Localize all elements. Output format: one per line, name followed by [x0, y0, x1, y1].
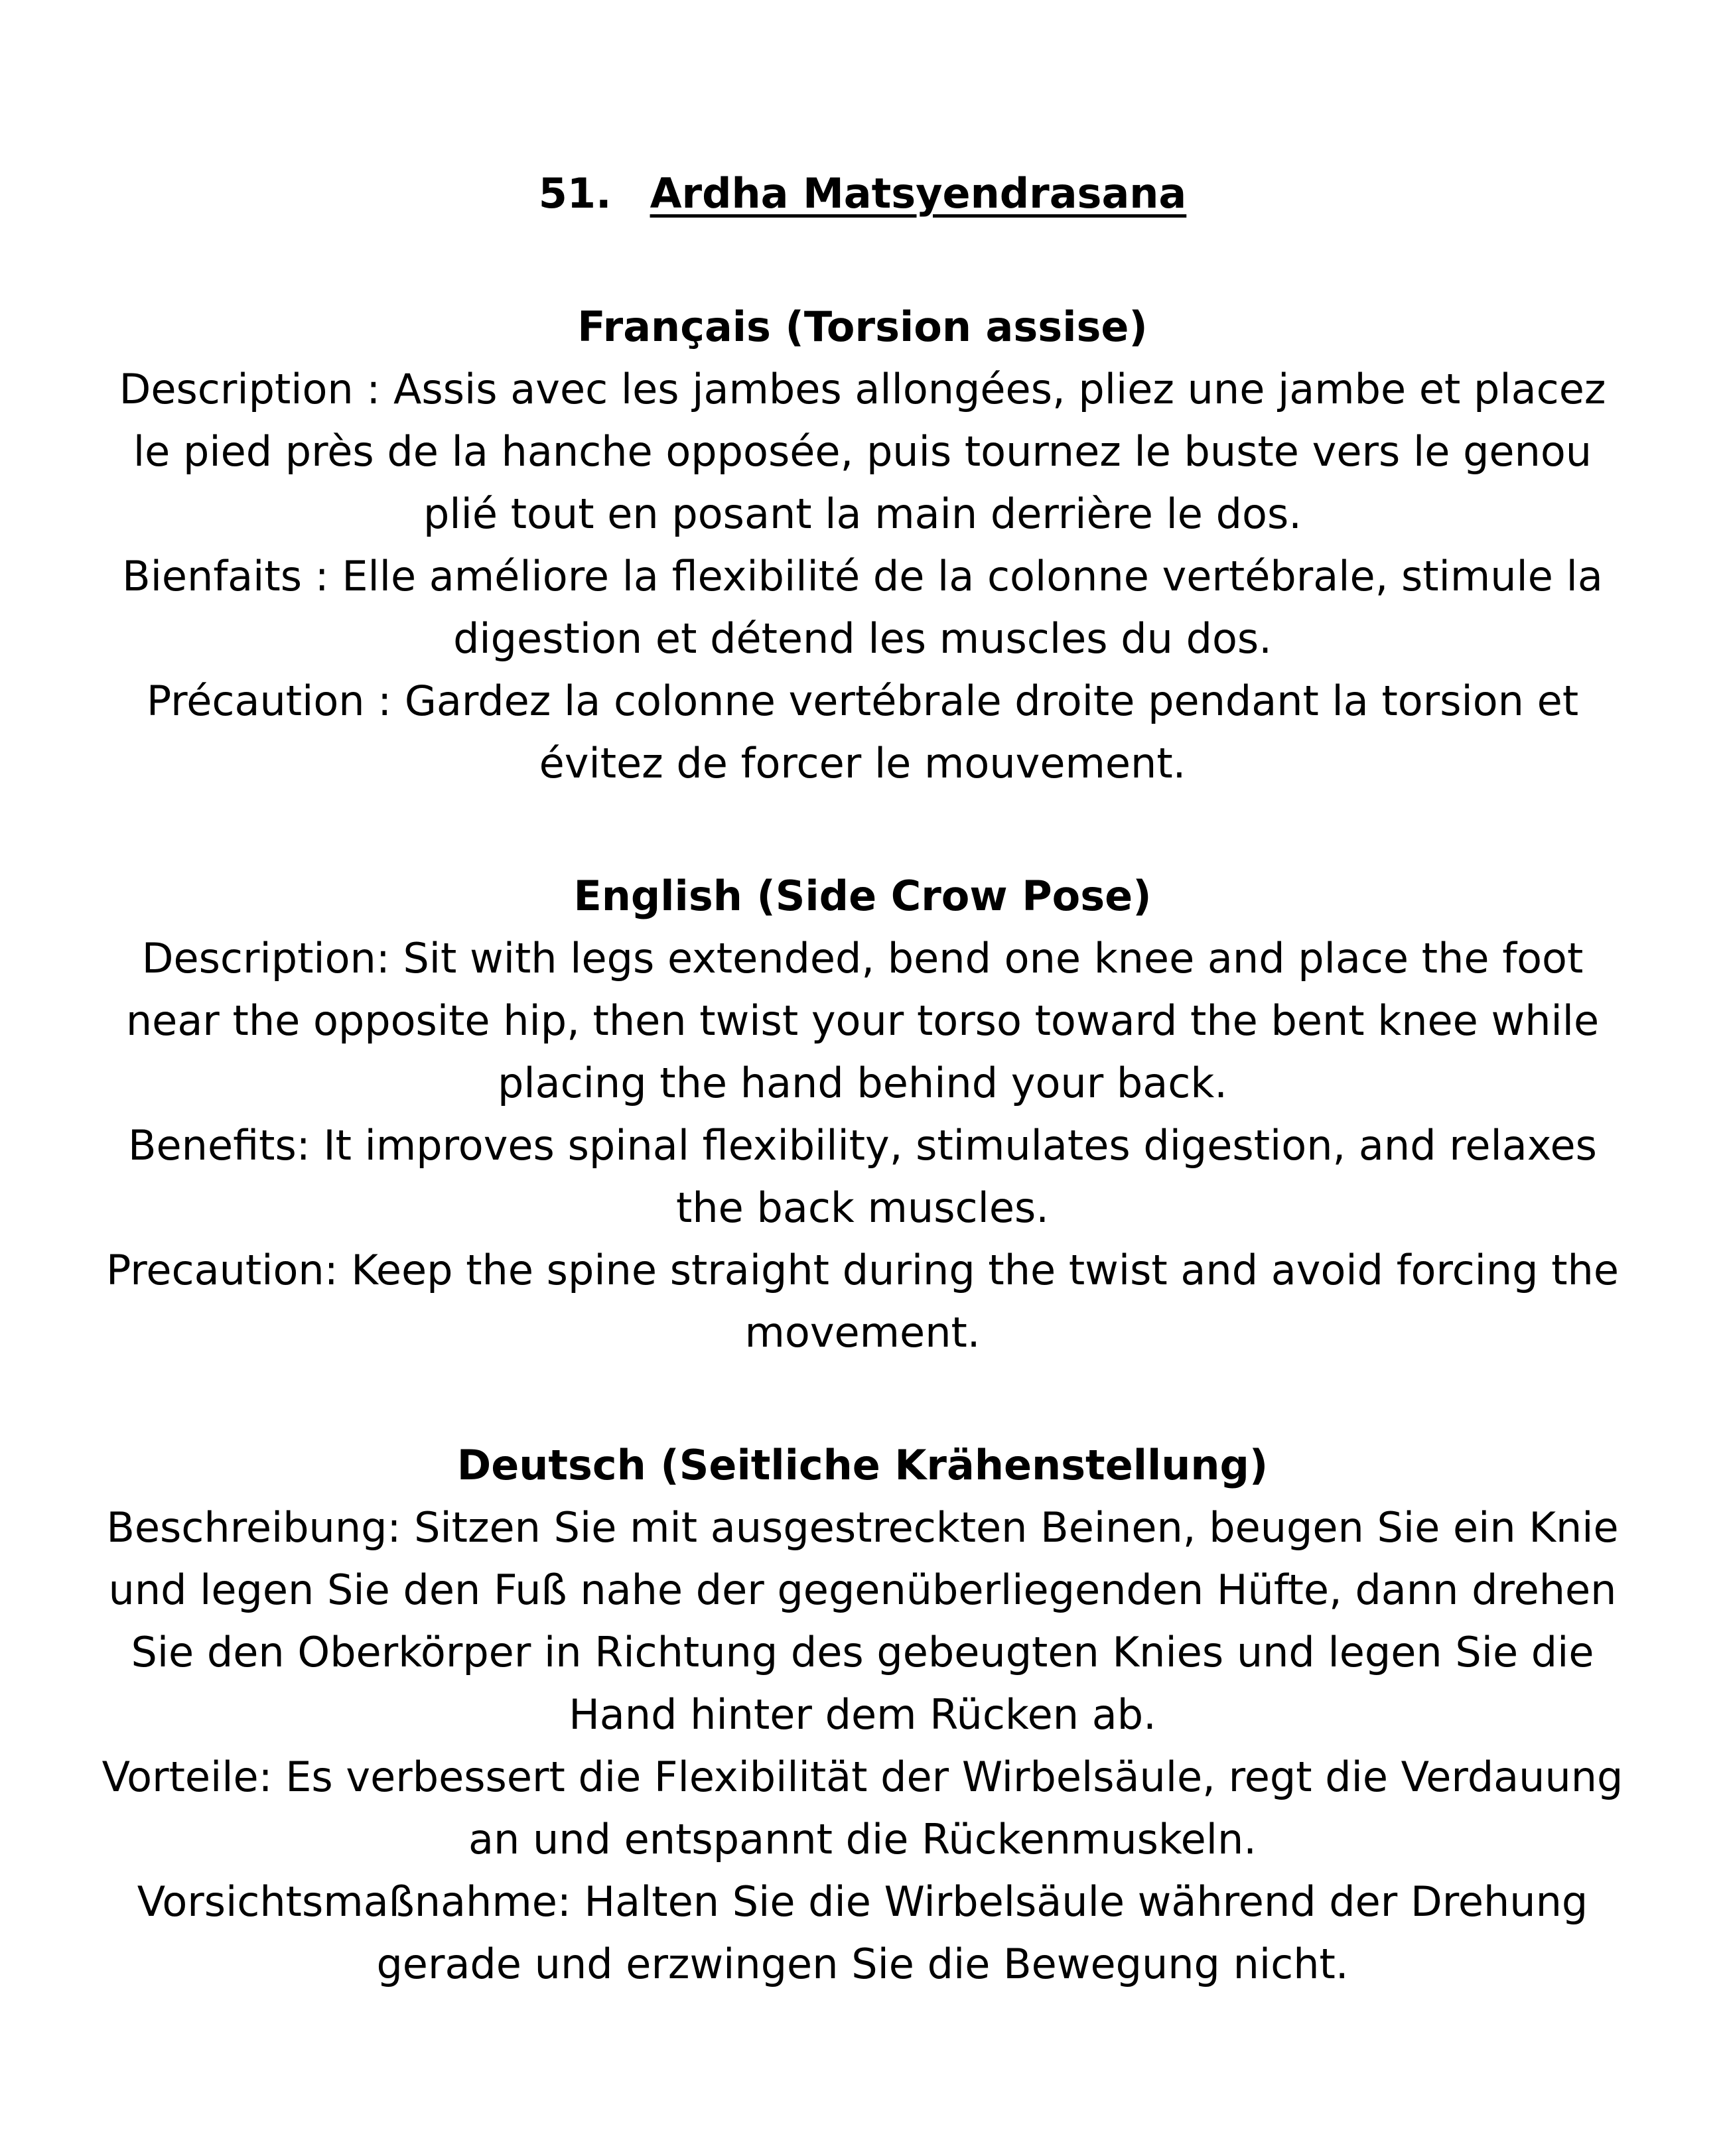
- section-english: [100, 865, 1625, 1364]
- section-heading-french: Français (Torsion assise): [577, 303, 1148, 351]
- description-french: Description : Assis avec les jambes allongées, pliez une jambe et placez le pied près de la hanche opposée, puis tournez le buste vers le genou plié tout en posant la main derrière le dos.: [119, 365, 1606, 538]
- precaution-french: Précaution : Gardez la colonne vertébrale droite pendant la torsion et évitez de forcer le mouvement.: [146, 677, 1579, 787]
- section-body-english: [100, 927, 1625, 1364]
- section-body-german: [100, 1497, 1625, 1995]
- section-french: [100, 296, 1625, 795]
- benefits-english: Benefits: It improves spinal flexibility, stimulates digestion, and relaxes the back muscles.: [128, 1121, 1597, 1232]
- section-heading-german: Deutsch (Seitliche Krähenstellung): [456, 1441, 1269, 1489]
- pose-name: Ardha Matsyendrasana: [650, 169, 1187, 218]
- pose-number: 51.: [538, 169, 612, 218]
- description-german: Beschreibung: Sitzen Sie mit ausgestreckten Beinen, beugen Sie ein Knie und legen Sie den Fuß nahe der gegenüberliegenden Hüfte, dann drehen Sie den Oberkörper in Richtung des gebeugten Knies und legen Sie die Hand hinter dem Rücken ab.: [106, 1503, 1619, 1739]
- description-english: Description: Sit with legs extended, bend one knee and place the foot near the opposite hip, then twist your torso toward the bent knee while placing the hand behind your back.: [125, 934, 1600, 1107]
- benefits-german: Vorteile: Es verbessert die Flexibilität der Wirbelsäule, regt die Verdauung an und entspannt die Rückenmuskeln.: [102, 1753, 1623, 1863]
- benefits-french: Bienfaits : Elle améliore la flexibilité de la colonne vertébrale, stimule la digestion et détend les muscles du dos.: [122, 552, 1603, 663]
- section-heading-english: English (Side Crow Pose): [573, 872, 1152, 920]
- precaution-german: Vorsichtsmaßnahme: Halten Sie die Wirbelsäule während der Drehung gerade und erzwingen Sie die Bewegung nicht.: [137, 1877, 1588, 1988]
- page-title: [0, 167, 1725, 220]
- section-german: [100, 1434, 1625, 1995]
- section-body-french: [100, 358, 1625, 795]
- precaution-english: Precaution: Keep the spine straight during the twist and avoid forcing the movement.: [105, 1246, 1619, 1357]
